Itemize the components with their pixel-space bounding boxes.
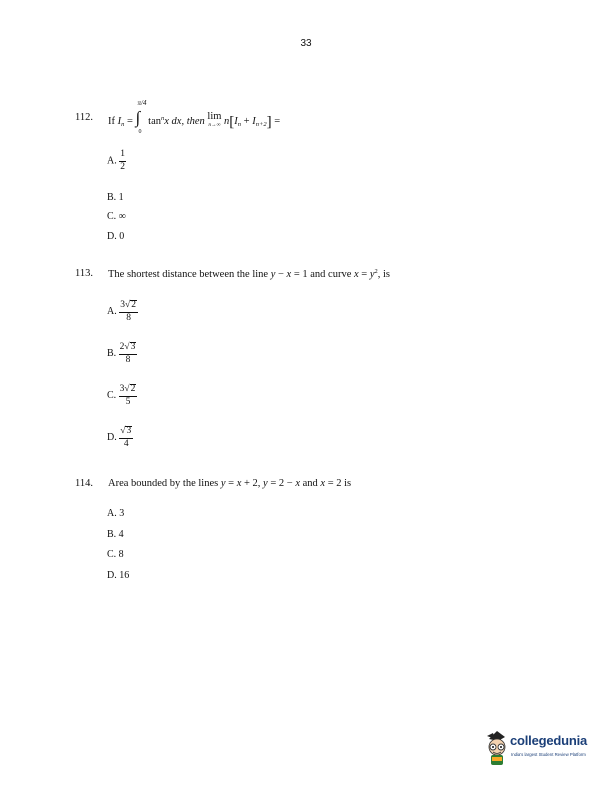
option-113-c[interactable]: C. $\frac{3√2}{5}$ bbox=[107, 384, 136, 407]
question-number-114: 114. bbox=[75, 478, 93, 489]
q112-integrand: tan bbox=[148, 116, 161, 127]
option-114-d[interactable]: D. 16 bbox=[107, 570, 130, 581]
q112-dx: x dx, then bbox=[164, 116, 205, 127]
q113-mid: and curve bbox=[310, 269, 352, 280]
option-112-a[interactable]: A. $\frac{1}{2}$ bbox=[107, 149, 125, 172]
question-text-114: Area bounded by the lines y = x + 2, y = 2 − x and x = 2 is bbox=[108, 478, 352, 489]
q112-prefix: If bbox=[108, 116, 115, 127]
q114-prefix: Area bounded by the lines bbox=[108, 478, 219, 489]
collegedunia-logo bbox=[483, 725, 603, 775]
logo-tagline: India's largest Student Review Platform bbox=[511, 752, 586, 757]
option-112-b[interactable]: B. 1 bbox=[107, 192, 124, 203]
question-text-113: The shortest distance between the line y − x = 1 and curve $x = y^2$, is bbox=[108, 268, 391, 280]
mascot-icon bbox=[483, 727, 513, 771]
option-113-a[interactable]: A. $\frac{3√2}{8}$ bbox=[107, 300, 136, 323]
logo-wordmark: collegedunia bbox=[510, 733, 588, 748]
option-113-b[interactable]: B. $\frac{2√3}{8}$ bbox=[107, 342, 136, 365]
q113-suffix: , is bbox=[377, 269, 391, 280]
q114-suffix: is bbox=[344, 478, 352, 489]
option-114-c[interactable]: C. 8 bbox=[107, 549, 124, 560]
option-114-b[interactable]: B. 4 bbox=[107, 529, 124, 540]
integral-sign: π/4 ∫ 0 bbox=[135, 99, 147, 135]
q113-prefix: The shortest distance between the line bbox=[108, 269, 269, 280]
option-112-c[interactable]: C. ∞ bbox=[107, 211, 126, 222]
option-112-d[interactable]: D. 0 bbox=[107, 231, 125, 242]
question-text-112: If $I_n$ = π/4 ∫ 0 $\tan^nx$ dx, then lim n→∞ $n[I_n + I_{n+2}]$ = bbox=[108, 99, 281, 135]
question-number-112: 112. bbox=[75, 112, 93, 123]
page-number: 33 bbox=[300, 38, 312, 49]
option-113-d[interactable]: D. $\frac{√3}{4}$ bbox=[107, 426, 132, 449]
question-number-113: 113. bbox=[75, 268, 93, 279]
limit: lim n→∞ bbox=[207, 111, 222, 128]
option-114-a[interactable]: A. 3 bbox=[107, 508, 125, 519]
